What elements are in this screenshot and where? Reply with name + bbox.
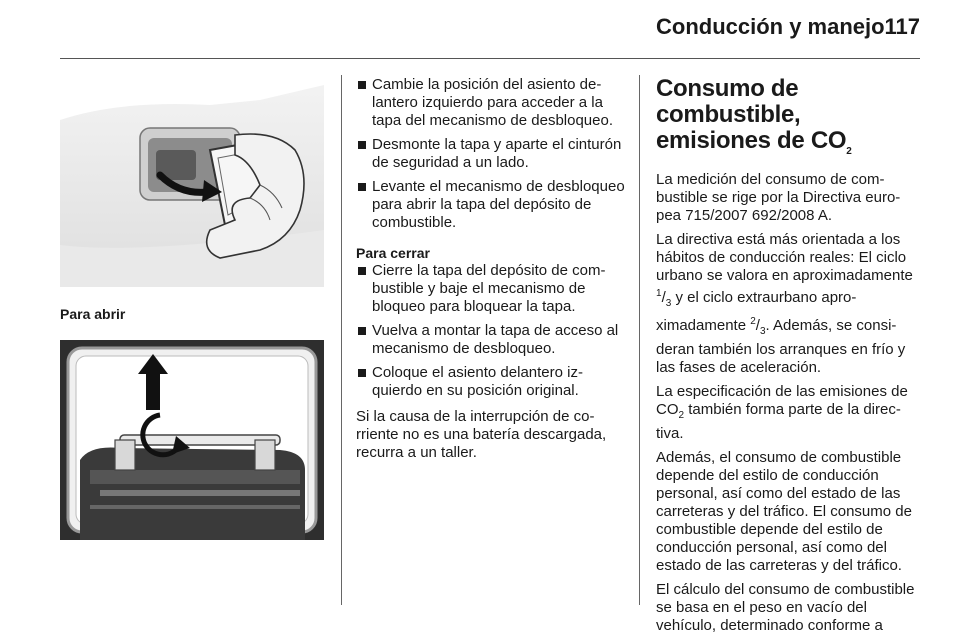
section-header-title: Conducción y manejo [656,14,885,39]
column-divider-right [639,75,640,605]
figure-caption: Para abrir [60,306,126,322]
list-item: Desmonte la tapa y aparte el cinturón de seguridad a un lado. [356,136,626,172]
paragraph: Además, el consumo de combustible depende del estilo de conducción personal, así como del estado de las carreteras y del tráfico. El consumo de combustible depende del estilo de conducción personal, así como del estado de las carreteras y del tráfico. [656,448,912,574]
close-steps-list [356,262,626,400]
column-fuel-consumption [656,76,920,635]
list-item: Vuelva a montar la tapa de acceso al mecanismo de desbloqueo. [356,322,626,358]
page-number: 117 [884,14,920,39]
column-instructions [356,76,626,462]
paragraph: La medición del consumo de combustible se rige por la Directiva europea 715/2007 692/2008 A. [656,170,901,224]
paragraph: El cálculo del consumo de combustible se basa en el peso en vacío del vehículo, determinado conforme a [656,580,915,634]
list-item: Cambie la posición del asiento delantero izquierdo para acceder a la tapa del mecanismo de desbloqueo. [356,76,626,130]
list-item: Coloque el asiento delantero izquierdo en su posición original. [356,364,626,400]
paragraph: La directiva está más orientada a los hábitos de conducción reales: El ciclo urbano se valora en aproximadamente $^1/_3$ y el ciclo extraurbano aproximadamente $^2/_3$. Además, se consideran también los arranques en frío y las fases de aceleración. [656,230,913,376]
paragraph: La especificación de las emisiones de $CO_2$ también forma parte de la directiva. [656,382,908,442]
tank-lock-mechanism-illustration [60,340,324,540]
closing-paragraph: Si la causa de la interrupción de corriente no es una batería descargada, recurra a un taller. [356,408,607,461]
section-title: Consumo de combustible, emisiones de $CO_2$ [656,75,852,157]
hand-open-flap-illustration [60,80,324,287]
header-divider [60,58,920,59]
list-item: Cierre la tapa del depósito de combustible y baje el mecanismo de bloqueo para bloquear la tapa. [356,262,626,316]
open-steps-list [356,76,626,232]
list-item: Levante el mecanismo de desbloqueo para abrir la tapa del depósito de combustible. [356,178,626,232]
subheading-close: Para cerrar [356,245,430,261]
column-divider-left [341,75,342,605]
